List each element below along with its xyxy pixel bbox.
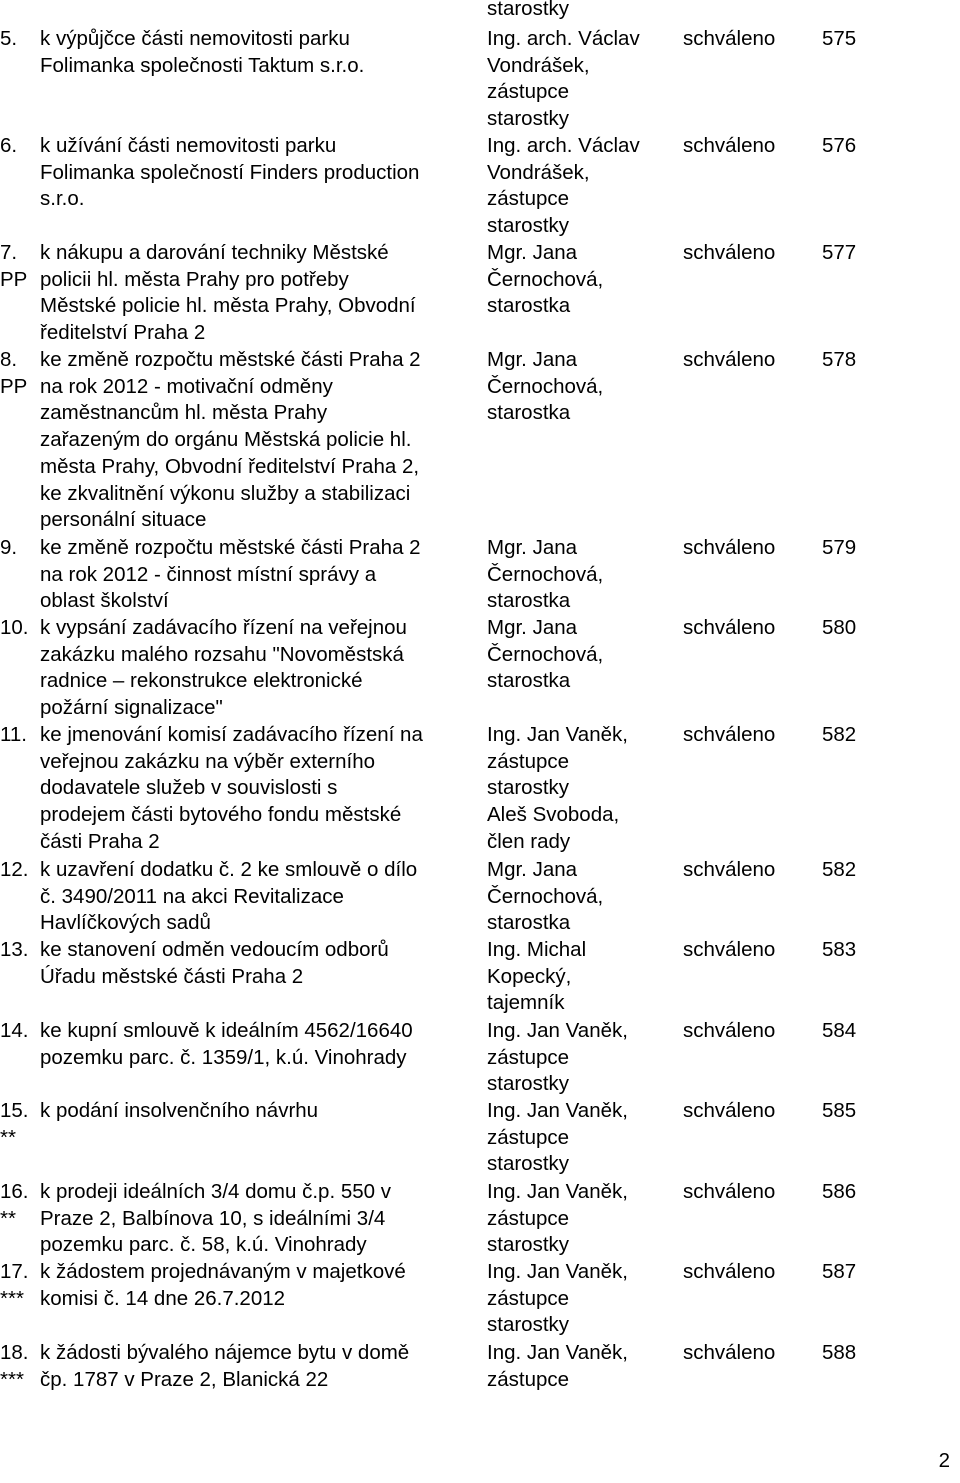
presenter-continuation: starostky (487, 0, 570, 20)
item-subject: k uzavření dodatku č. 2 ke smlouvě o dílo č. 3490/2011 na akci Revitalizace Havlíčkových sadů (40, 858, 418, 935)
item-resolution-number: 576 (822, 134, 857, 157)
item-presenter: Ing. arch. Václav Vondrášek, zástupce starostky (487, 134, 640, 238)
item-number: 7. PP (0, 241, 28, 291)
item-resolution-number: 577 (822, 241, 857, 264)
item-result: schváleno (683, 1180, 776, 1203)
item-subject: k žádosti bývalého nájemce bytu v domě čp. 1787 v Praze 2, Blanická 22 (40, 1341, 410, 1391)
item-result: schváleno (683, 536, 776, 559)
item-number: 12. (0, 858, 29, 881)
item-subject: ke změně rozpočtu městské části Praha 2 na rok 2012 - činnost místní správy a oblast školství (40, 536, 421, 613)
item-result: schváleno (683, 616, 776, 639)
item-result: schváleno (683, 134, 776, 157)
item-resolution-number: 586 (822, 1180, 857, 1203)
item-number: 9. (0, 536, 18, 559)
item-resolution-number: 582 (822, 858, 857, 881)
item-resolution-number: 585 (822, 1099, 857, 1122)
item-result: schváleno (683, 27, 776, 50)
item-subject: k prodeji ideálních 3/4 domu č.p. 550 v Praze 2, Balbínova 10, s ideálními 3/4 pozemku parc. č. 58, k.ú. Vinohrady (40, 1180, 391, 1257)
item-subject: k výpůjčce části nemovitosti parku Folimanka společnosti Taktum s.r.o. (40, 27, 365, 77)
item-resolution-number: 584 (822, 1019, 857, 1042)
item-presenter: Mgr. Jana Černochová, starostka (487, 858, 604, 935)
item-result: schváleno (683, 348, 776, 371)
item-number: 17. *** (0, 1260, 29, 1310)
item-resolution-number: 580 (822, 616, 857, 639)
item-resolution-number: 575 (822, 27, 857, 50)
item-subject: k užívání části nemovitosti parku Folimanka společností Finders production s.r.o. (40, 134, 420, 211)
item-subject: ke kupní smlouvě k ideálním 4562/16640 pozemku parc. č. 1359/1, k.ú. Vinohrady (40, 1019, 413, 1069)
item-subject: ke stanovení odměn vedoucím odborů Úřadu městské části Praha 2 (40, 938, 389, 988)
item-resolution-number: 588 (822, 1341, 857, 1364)
item-number: 11. (0, 723, 27, 746)
item-result: schváleno (683, 723, 776, 746)
item-presenter: Ing. Jan Vaněk, zástupce starostky (487, 1099, 628, 1176)
item-presenter: Ing. Michal Kopecký, tajemník (487, 938, 587, 1015)
item-resolution-number: 578 (822, 348, 857, 371)
item-number: 8. PP (0, 348, 28, 398)
item-subject: ke změně rozpočtu městské části Praha 2 na rok 2012 - motivační odměny zaměstnancům hl. města Prahy zařazeným do orgánu Městská policie hl. města Prahy, Obvodní ředitelství Praha 2, ke zkvalitnění výkonu služby a stabilizaci personální situace (40, 348, 421, 532)
item-number: 6. (0, 134, 18, 157)
item-resolution-number: 583 (822, 938, 857, 961)
item-number: 14. (0, 1019, 29, 1042)
item-presenter: Ing. Jan Vaněk, zástupce starostky (487, 1019, 628, 1096)
item-number: 15. ** (0, 1099, 29, 1149)
item-presenter: Mgr. Jana Černochová, starostka (487, 241, 604, 318)
item-result: schváleno (683, 1341, 776, 1364)
item-result: schváleno (683, 858, 776, 881)
item-presenter: Ing. Jan Vaněk, zástupce (487, 1341, 628, 1391)
item-subject: k nákupu a darování techniky Městské policii hl. města Prahy pro potřeby Městské policie hl. města Prahy, Obvodní ředitelství Praha 2 (40, 241, 416, 345)
item-subject: ke jmenování komisí zadávacího řízení na veřejnou zakázku na výběr externího dodavatele služeb v souvislosti s prodejem části bytového fondu městské části Praha 2 (40, 723, 423, 853)
item-number: 13. (0, 938, 29, 961)
item-number: 10. (0, 616, 29, 639)
item-subject: k podání insolvenčního návrhu (40, 1099, 319, 1122)
item-presenter: Mgr. Jana Černochová, starostka (487, 536, 604, 613)
item-result: schváleno (683, 1099, 776, 1122)
item-result: schváleno (683, 1260, 776, 1283)
item-number: 5. (0, 27, 18, 50)
item-presenter: Mgr. Jana Černochová, starostka (487, 348, 604, 425)
item-resolution-number: 579 (822, 536, 857, 559)
item-resolution-number: 582 (822, 723, 857, 746)
item-number: 16. ** (0, 1180, 29, 1230)
item-result: schváleno (683, 241, 776, 264)
item-subject: k žádostem projednávaným v majetkové komisi č. 14 dne 26.7.2012 (40, 1260, 406, 1310)
item-presenter: Ing. Jan Vaněk, zástupce starostky (487, 1260, 628, 1337)
item-result: schváleno (683, 938, 776, 961)
item-result: schváleno (683, 1019, 776, 1042)
item-presenter: Ing. arch. Václav Vondrášek, zástupce starostky (487, 27, 640, 131)
item-resolution-number: 587 (822, 1260, 857, 1283)
item-presenter: Ing. Jan Vaněk, zástupce starostky (487, 1180, 628, 1257)
item-presenter: Mgr. Jana Černochová, starostka (487, 616, 604, 693)
item-presenter: Ing. Jan Vaněk, zástupce starostky Aleš Svoboda, člen rady (487, 723, 628, 853)
page-number: 2 (938, 1449, 950, 1473)
item-number: 18. *** (0, 1341, 29, 1391)
item-subject: k vypsání zadávacího řízení na veřejnou zakázku malého rozsahu "Novoměstská radnice – rekonstrukce elektronické požární signalizace" (40, 616, 407, 720)
